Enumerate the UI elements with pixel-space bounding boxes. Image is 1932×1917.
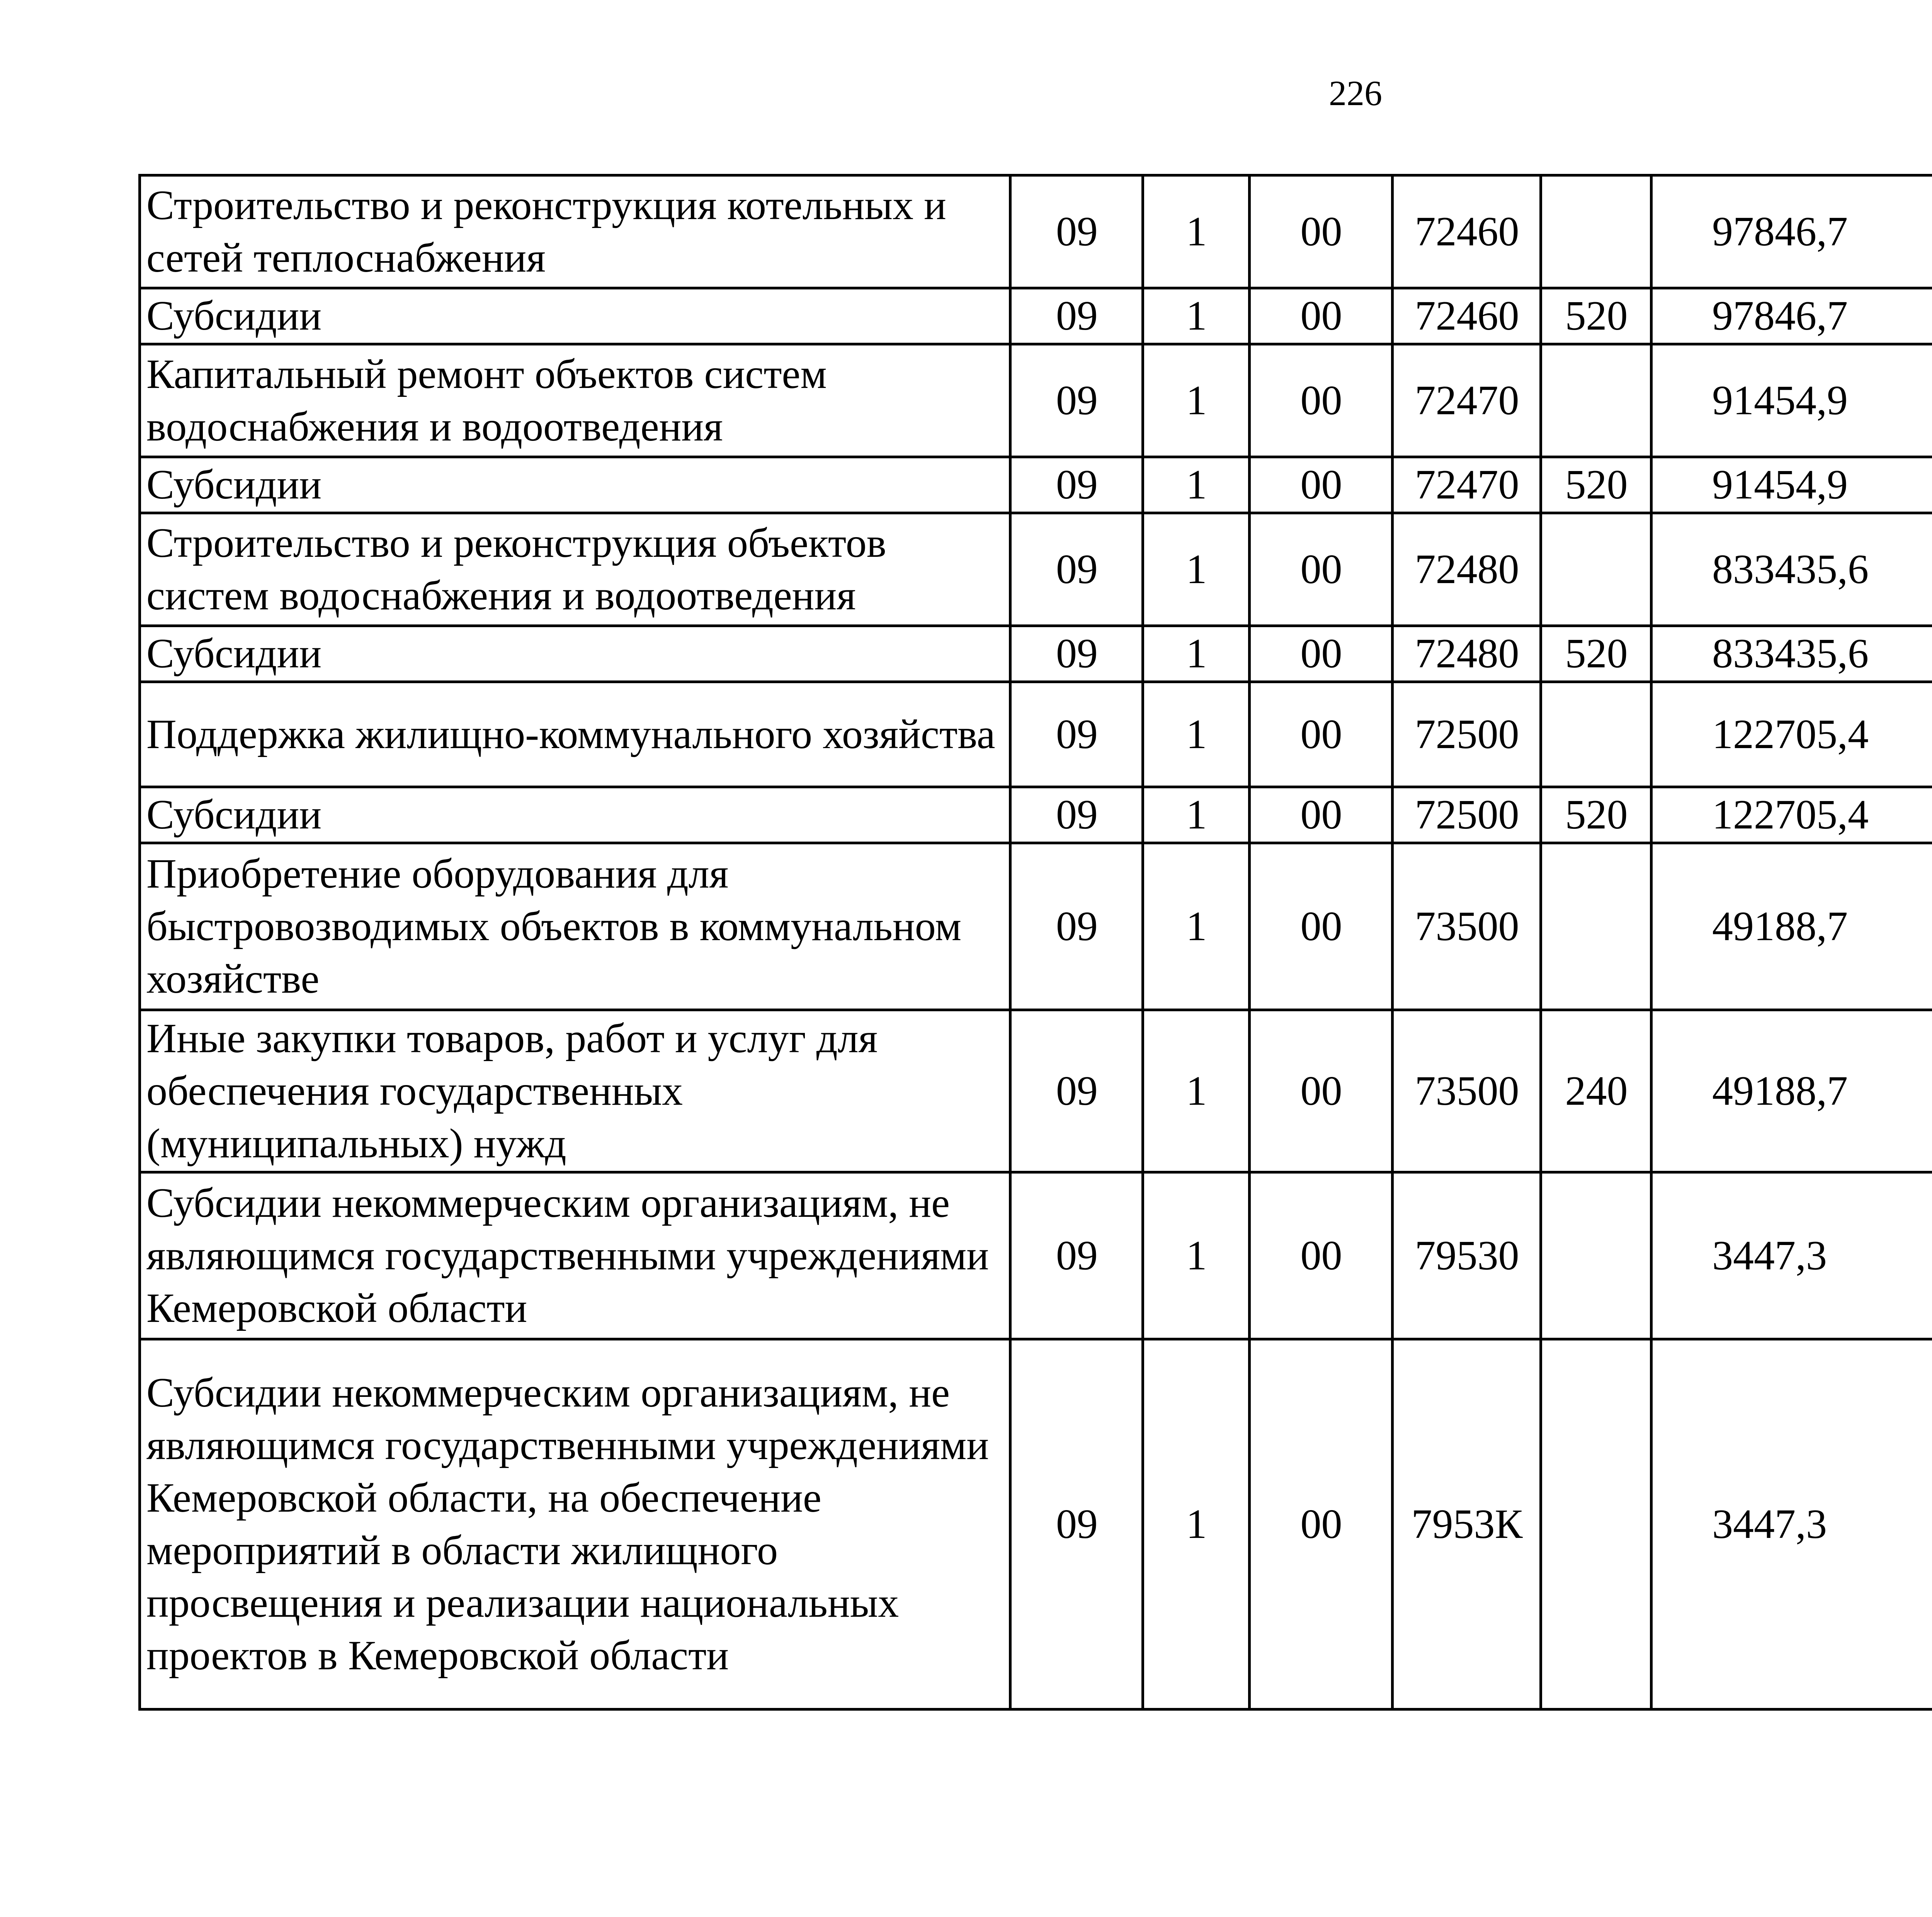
article-code-cell [1393,1010,1541,1172]
section-code: 09 [1056,792,1098,838]
program-code: 1 [1186,377,1207,424]
subprogram-code-cell [1250,1010,1393,1172]
program-code-cell [1143,626,1250,682]
expense-type-code-cell [1541,175,1651,288]
amount-year-1-cell [1651,682,1932,787]
program-code: 1 [1186,1501,1207,1547]
table-row [140,682,1932,787]
row-name: Иные закупки товаров, работ и услуг для обеспечения государственных (муниципальных) нужд [146,1015,878,1167]
row-name-cell [140,288,1010,344]
subprogram-code: 00 [1300,546,1342,592]
article-code-cell [1393,682,1541,787]
program-code: 1 [1186,1068,1207,1114]
row-name: Приобретение оборудования для быстровозводимых объектов в коммунальном хозяйстве [146,850,962,1002]
table-row [140,344,1932,457]
expense-type-code: 240 [1565,1068,1628,1114]
row-name: Субсидии некоммерческим организациям, не являющимся государственными учреждениями Кемеровской области [146,1180,989,1331]
table-row [140,457,1932,513]
row-name-cell [140,787,1010,843]
subprogram-code: 00 [1300,631,1342,677]
program-code-cell [1143,513,1250,626]
expense-type-code: 520 [1565,462,1628,508]
expense-type-code-cell [1541,682,1651,787]
section-code-cell [1010,1010,1143,1172]
section-code: 09 [1056,631,1098,677]
section-code: 09 [1056,377,1098,424]
table-row [140,1010,1932,1172]
article-code: 73500 [1415,903,1519,949]
expense-type-code-cell [1541,344,1651,457]
section-code: 09 [1056,711,1098,757]
amount-year-1: 49188,7 [1712,1068,1848,1114]
row-name: Субсидии [146,293,322,339]
subprogram-code-cell [1250,843,1393,1010]
expense-type-code-cell [1541,1172,1651,1339]
amount-year-1-cell [1651,288,1932,344]
subprogram-code-cell [1250,457,1393,513]
article-code-cell [1393,457,1541,513]
section-code: 09 [1056,1501,1098,1547]
table-row [140,513,1932,626]
subprogram-code: 00 [1300,903,1342,949]
article-code-cell [1393,344,1541,457]
amount-year-1-cell [1651,457,1932,513]
amount-year-1-cell [1651,787,1932,843]
article-code-cell [1393,626,1541,682]
row-name: Капитальный ремонт объектов систем водоснабжения и водоотведения [146,351,827,450]
article-code: 72500 [1415,792,1519,838]
section-code-cell [1010,1339,1143,1709]
subprogram-code-cell [1250,513,1393,626]
subprogram-code: 00 [1300,462,1342,508]
article-code: 72470 [1415,462,1519,508]
subprogram-code: 00 [1300,711,1342,757]
expense-type-code-cell [1541,288,1651,344]
section-code-cell [1010,626,1143,682]
row-name: Субсидии [146,792,322,838]
program-code-cell [1143,344,1250,457]
program-code: 1 [1186,462,1207,508]
program-code: 1 [1186,711,1207,757]
row-name-cell [140,1339,1010,1709]
subprogram-code-cell [1250,1172,1393,1339]
amount-year-1: 833435,6 [1712,631,1869,677]
section-code-cell [1010,457,1143,513]
amount-year-1: 97846,7 [1712,293,1848,339]
table-body [140,175,1932,1709]
subprogram-code: 00 [1300,1501,1342,1547]
program-code: 1 [1186,792,1207,838]
expense-type-code-cell [1541,787,1651,843]
section-code: 09 [1056,1068,1098,1114]
section-code: 09 [1056,1232,1098,1279]
article-code: 7953К [1411,1501,1523,1547]
section-code-cell [1010,344,1143,457]
article-code: 72460 [1415,293,1519,339]
article-code: 72480 [1415,631,1519,677]
section-code-cell [1010,513,1143,626]
amount-year-1: 91454,9 [1712,377,1848,424]
article-code-cell [1393,1339,1541,1709]
expense-type-code: 520 [1565,293,1628,339]
table-row [140,175,1932,288]
section-code-cell [1010,787,1143,843]
amount-year-1-cell [1651,344,1932,457]
amount-year-1-cell [1651,1172,1932,1339]
row-name: Субсидии [146,462,322,508]
section-code: 09 [1056,546,1098,592]
amount-year-1: 122705,4 [1712,792,1869,838]
article-code-cell [1393,513,1541,626]
program-code-cell [1143,175,1250,288]
row-name-cell [140,682,1010,787]
amount-year-1: 49188,7 [1712,903,1848,949]
row-name: Строительство и реконструкция объектов систем водоснабжения и водоотведения [146,520,886,619]
table-row [140,787,1932,843]
subprogram-code: 00 [1300,208,1342,255]
row-name: Субсидии некоммерческим организациям, не являющимся государственными учреждениями Кемеровской области, на обеспечение мероприятий в области жилищного просвещения и реализации национальных проектов в Кемеровской области [146,1369,989,1679]
subprogram-code: 00 [1300,293,1342,339]
expense-type-code-cell [1541,843,1651,1010]
program-code-cell [1143,1172,1250,1339]
expense-type-code-cell [1541,513,1651,626]
article-code: 72460 [1415,208,1519,255]
subprogram-code-cell [1250,175,1393,288]
row-name-cell [140,175,1010,288]
row-name: Поддержка жилищно-коммунального хозяйства [146,711,995,757]
program-code: 1 [1186,546,1207,592]
program-code-cell [1143,457,1250,513]
amount-year-1: 97846,7 [1712,208,1848,255]
subprogram-code-cell [1250,787,1393,843]
subprogram-code-cell [1250,626,1393,682]
program-code: 1 [1186,631,1207,677]
expense-type-code: 520 [1565,792,1628,838]
program-code: 1 [1186,903,1207,949]
row-name-cell [140,513,1010,626]
table-row [140,1172,1932,1339]
table-row [140,843,1932,1010]
section-code: 09 [1056,293,1098,339]
expense-type-code-cell [1541,626,1651,682]
section-code-cell [1010,843,1143,1010]
expense-type-code: 520 [1565,631,1628,677]
amount-year-1-cell [1651,513,1932,626]
amount-year-1-cell [1651,1010,1932,1172]
program-code-cell [1143,288,1250,344]
row-name-cell [140,1172,1010,1339]
program-code-cell [1143,843,1250,1010]
expense-type-code-cell [1541,1010,1651,1172]
amount-year-1: 833435,6 [1712,546,1869,592]
table-row [140,1339,1932,1709]
section-code-cell [1010,1172,1143,1339]
article-code: 72470 [1415,377,1519,424]
section-code-cell [1010,682,1143,787]
program-code-cell [1143,787,1250,843]
section-code-cell [1010,175,1143,288]
subprogram-code-cell [1250,288,1393,344]
program-code: 1 [1186,293,1207,339]
subprogram-code-cell [1250,1339,1393,1709]
table-row [140,288,1932,344]
budget-table [138,174,1932,1711]
row-name-cell [140,626,1010,682]
program-code: 1 [1186,208,1207,255]
amount-year-1-cell [1651,843,1932,1010]
program-code-cell [1143,1010,1250,1172]
section-code: 09 [1056,208,1098,255]
article-code-cell [1393,843,1541,1010]
program-code: 1 [1186,1232,1207,1279]
article-code-cell [1393,1172,1541,1339]
row-name: Субсидии [146,631,322,677]
amount-year-1-cell [1651,626,1932,682]
article-code-cell [1393,787,1541,843]
section-code: 09 [1056,903,1098,949]
row-name: Строительство и реконструкция котельных и сетей теплоснабжения [146,182,946,281]
section-code: 09 [1056,462,1098,508]
table-row [140,626,1932,682]
expense-type-code-cell [1541,457,1651,513]
article-code: 79530 [1415,1232,1519,1279]
subprogram-code: 00 [1300,1068,1342,1114]
subprogram-code: 00 [1300,377,1342,424]
section-code-cell [1010,288,1143,344]
amount-year-1-cell [1651,1339,1932,1709]
amount-year-1: 91454,9 [1712,462,1848,508]
article-code: 72500 [1415,711,1519,757]
subprogram-code: 00 [1300,792,1342,838]
article-code: 72480 [1415,546,1519,592]
subprogram-code-cell [1250,682,1393,787]
program-code-cell [1143,682,1250,787]
amount-year-1: 122705,4 [1712,711,1869,757]
subprogram-code-cell [1250,344,1393,457]
article-code-cell [1393,288,1541,344]
program-code-cell [1143,1339,1250,1709]
row-name-cell [140,1010,1010,1172]
subprogram-code: 00 [1300,1232,1342,1279]
expense-type-code-cell [1541,1339,1651,1709]
article-code-cell [1393,175,1541,288]
amount-year-1-cell [1651,175,1932,288]
page-number: 226 [1329,73,1382,113]
article-code: 73500 [1415,1068,1519,1114]
amount-year-1: 3447,3 [1712,1501,1827,1547]
amount-year-1: 3447,3 [1712,1232,1827,1279]
row-name-cell [140,457,1010,513]
row-name-cell [140,344,1010,457]
row-name-cell [140,843,1010,1010]
